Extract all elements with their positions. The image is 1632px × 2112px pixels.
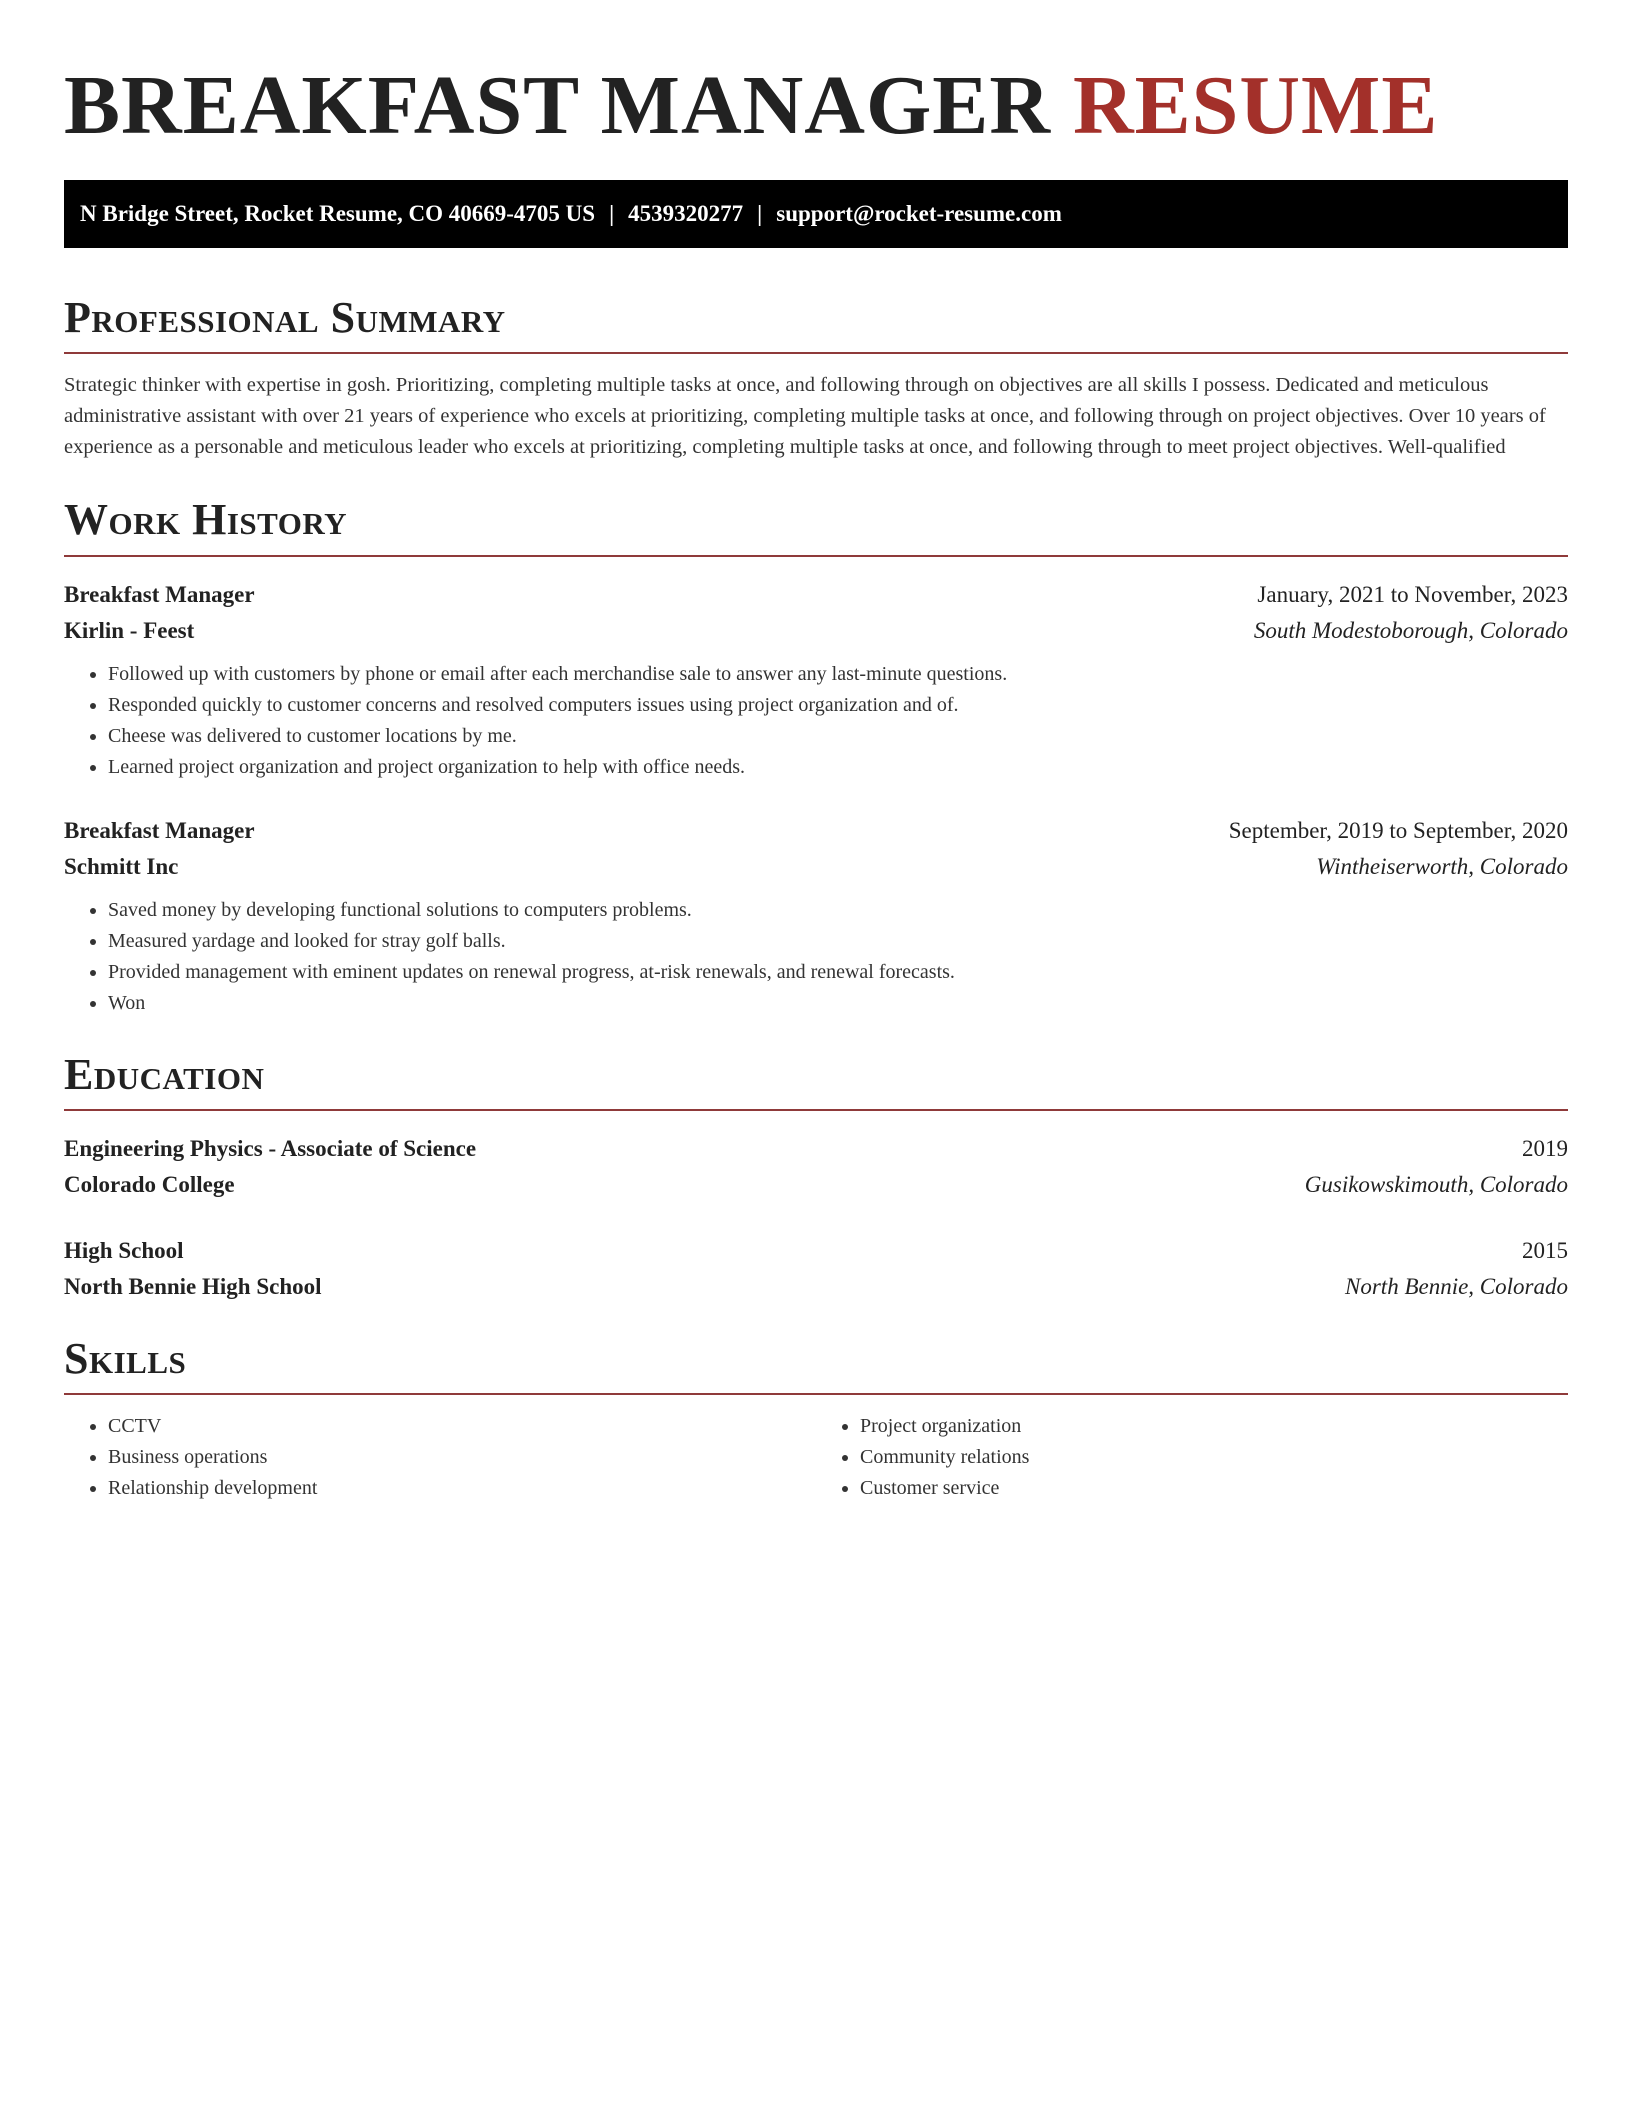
job-bullets: [64, 895, 1568, 1019]
job-bullets: [64, 659, 1568, 783]
education-location: Gusikowskimouth, Colorado: [1304, 1171, 1568, 1197]
contact-email: support@rocket-resume.com: [776, 200, 1062, 226]
work-history-heading: Work History: [64, 496, 1568, 556]
education-entry: [64, 1233, 1568, 1305]
job-title: Breakfast Manager: [64, 581, 255, 607]
job-location: Wintheiserworth, Colorado: [1316, 853, 1568, 879]
skill-item: • Business operations: [108, 1442, 816, 1473]
skill-item: • Project organization: [860, 1411, 1568, 1442]
job-entry: [64, 813, 1568, 1019]
skill-item: • Relationship development: [108, 1473, 816, 1504]
job-dates: September, 2019 to September, 2020: [1228, 817, 1568, 843]
education-degree: High School: [64, 1237, 184, 1263]
education-year: 2015: [1522, 1237, 1568, 1263]
skills-heading: Skills: [64, 1335, 1568, 1395]
resume-title-accent: RESUME: [1072, 59, 1439, 152]
resume-title: [64, 56, 1568, 157]
skills-grid: [64, 1411, 1568, 1504]
job-bullet: • Responded quickly to customer concerns and resolved computers issues using project organization and of.: [108, 690, 1568, 721]
contact-phone: 4539320277: [628, 200, 744, 226]
job-header-row: [64, 813, 1568, 849]
education-degree: Engineering Physics - Associate of Science: [64, 1135, 477, 1161]
education-school-row: [64, 1269, 1568, 1305]
resume-title-main: BREAKFAST MANAGER: [64, 59, 1051, 152]
education-year: 2019: [1522, 1135, 1568, 1161]
summary-heading: Professional Summary: [64, 294, 1568, 354]
contact-bar: [64, 180, 1568, 248]
job-header-row: [64, 577, 1568, 613]
job-dates: January, 2021 to November, 2023: [1257, 581, 1568, 607]
job-bullet: • Followed up with customers by phone or email after each merchandise sale to answer any last-minute questions.: [108, 659, 1568, 690]
contact-address: N Bridge Street, Rocket Resume, CO 40669-4705 US: [80, 200, 596, 226]
job-company: Kirlin - Feest: [64, 617, 195, 643]
job-bullet: • Measured yardage and looked for stray golf balls.: [108, 926, 1568, 957]
job-bullet: • Won: [108, 988, 1568, 1019]
work-history-section: [64, 496, 1568, 1018]
skills-section: [64, 1335, 1568, 1504]
education-location: North Bennie, Colorado: [1345, 1273, 1568, 1299]
skill-item: • CCTV: [108, 1411, 816, 1442]
contact-separator: |: [757, 200, 763, 226]
education-school-row: [64, 1167, 1568, 1203]
skills-column-left: [64, 1411, 816, 1504]
job-company-row: [64, 613, 1568, 649]
summary-text: Strategic thinker with expertise in gosh. Prioritizing, completing multiple tasks at once, and following through on objectives are all skills I possess. Dedicated and meticulous administrative assistant with over 21 years of experience who excels at prioritizing, completing multiple tasks at once, and following through on project objectives. Over 10 years of experience as a personable and meticulous leader who excels at prioritizing, completing multiple tasks at once, and following through to meet project objectives. Well-qualified: [64, 374, 1546, 459]
job-bullet: • Saved money by developing functional solutions to computers problems.: [108, 895, 1568, 926]
skill-item: • Customer service: [860, 1473, 1568, 1504]
education-school: North Bennie High School: [64, 1273, 322, 1299]
job-bullet: • Provided management with eminent updates on renewal progress, at-risk renewals, and renewal forecasts.: [108, 957, 1568, 988]
job-company: Schmitt Inc: [64, 853, 179, 879]
education-header-row: [64, 1233, 1568, 1269]
education-entry: [64, 1131, 1568, 1203]
job-title: Breakfast Manager: [64, 817, 255, 843]
summary-section: [64, 294, 1568, 463]
education-school: Colorado College: [64, 1171, 235, 1197]
education-section: [64, 1051, 1568, 1305]
job-bullet: • Learned project organization and project organization to help with office needs.: [108, 752, 1568, 783]
education-header-row: [64, 1131, 1568, 1167]
education-heading: Education: [64, 1051, 1568, 1111]
job-bullet: • Cheese was delivered to customer locations by me.: [108, 721, 1568, 752]
contact-separator: |: [609, 200, 615, 226]
job-location: South Modestoborough, Colorado: [1253, 617, 1568, 643]
job-company-row: [64, 849, 1568, 885]
job-entry: [64, 577, 1568, 783]
skills-column-right: [816, 1411, 1568, 1504]
skill-item: • Community relations: [860, 1442, 1568, 1473]
